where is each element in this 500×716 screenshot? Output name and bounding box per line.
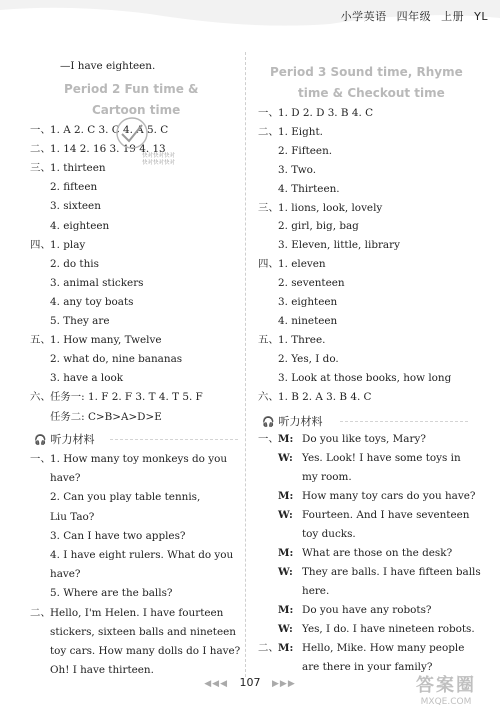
- answer-text: 任务二: C>B>A>D>E: [50, 410, 162, 423]
- answer-text: 3. Look at those books, how long: [278, 371, 452, 384]
- answer-text: 1. lions, look, lovely: [278, 201, 383, 214]
- answer-text: 1. play: [50, 238, 86, 251]
- answer-text: Yes. Look! I have some toys in: [302, 452, 461, 464]
- left-listening-rule: [110, 439, 238, 440]
- answer-text: 4. nineteen: [278, 314, 338, 327]
- answer-text: 4. I have eight rulers. What do you: [50, 549, 234, 561]
- question-number: 六、: [258, 390, 279, 403]
- answer-text: Hello, Mike. How many people: [302, 642, 465, 654]
- answer-text: 2. Fifteen.: [278, 144, 333, 157]
- answer-text: 2. seventeen: [278, 277, 345, 290]
- answer-text: 1. thirteen: [50, 162, 106, 175]
- answer-text: Do you have any robots?: [302, 604, 432, 616]
- answer-text: Do you like toys, Mary?: [302, 433, 426, 445]
- answer-text: Fourteen. And I have seventeen: [302, 509, 470, 521]
- answer-text: How many toy cars do you have?: [302, 490, 476, 502]
- header-grade: 四年级: [396, 10, 432, 23]
- answer-text: 1. B 2. A 3. B 4. C: [278, 390, 372, 403]
- answer-text: 1. 14 2. 16 3. 19 4. 13: [50, 143, 166, 156]
- question-number: 二、: [258, 125, 279, 138]
- question-number: 二、: [258, 642, 279, 654]
- answer-text: 2. Can you play table tennis,: [50, 491, 201, 504]
- answer-text: 2. fifteen: [50, 181, 98, 194]
- answer-text: 1. How many, Twelve: [50, 334, 162, 347]
- right-listening-label: 听力材料: [278, 415, 323, 428]
- answer-text: 5. Where are the balls?: [50, 587, 173, 600]
- answer-text: 1. eleven: [278, 258, 326, 271]
- answer-text: have?: [50, 472, 81, 485]
- answer-text: 2. Yes, I do.: [278, 352, 339, 365]
- speaker-label: M:: [278, 642, 294, 654]
- answer-text: here.: [302, 585, 330, 597]
- watermark-title: 答案圈: [416, 675, 476, 696]
- answer-text: They are balls. I have fifteen balls: [302, 566, 481, 578]
- header-text: [335, 8, 488, 24]
- column-divider: [245, 52, 246, 677]
- header-bar: [0, 0, 500, 28]
- watermark-domain: MXQE.COM: [420, 697, 472, 707]
- answer-text: 4. eighteen: [50, 219, 110, 232]
- question-number: 三、: [30, 162, 51, 175]
- headphones-icon: 🎧: [34, 435, 47, 446]
- question-number: 一、: [258, 433, 279, 445]
- headphones-icon: 🎧: [262, 417, 275, 428]
- answer-text: Oh! I have thirteen.: [50, 664, 154, 677]
- page-number: 107: [239, 676, 261, 689]
- header-term: 上册: [441, 10, 465, 23]
- right-period-title-2: time & Checkout time: [298, 86, 445, 100]
- question-number: 一、: [30, 124, 51, 136]
- answer-text: Hello, I'm Helen. I have fourteen: [50, 606, 224, 619]
- speaker-label: M:: [278, 433, 294, 445]
- speaker-label: M:: [278, 490, 294, 502]
- right-listening-tag: [262, 413, 322, 429]
- question-number: 二、: [30, 143, 51, 156]
- answer-text: 1. D 2. D 3. B 4. C: [278, 107, 374, 119]
- kuaidui-stamp-text: [142, 153, 175, 167]
- speaker-label: W:: [278, 566, 293, 578]
- answer-text: 3. eighteen: [278, 296, 338, 308]
- question-number: 六、: [30, 391, 51, 404]
- left-listening-tag: [34, 431, 94, 447]
- answer-text: 3. Eleven, little, library: [278, 239, 400, 252]
- speaker-label: W:: [278, 509, 293, 521]
- answer-text: 3. Can I have two apples?: [50, 529, 186, 542]
- left-period-title-2: Cartoon time: [92, 103, 181, 117]
- answer-text: my room.: [302, 471, 352, 483]
- question-number: 一、: [258, 107, 279, 119]
- answer-text: are there in your family?: [302, 661, 433, 673]
- question-number: 五、: [30, 334, 51, 347]
- left-period-title-1: Period 2 Fun time &: [64, 82, 199, 96]
- answer-text: toy cars. How many dolls do I have?: [50, 645, 241, 657]
- answer-text: 1. Three.: [278, 333, 326, 346]
- answer-text: 2. what do, nine bananas: [50, 353, 183, 366]
- speaker-label: M:: [278, 547, 294, 559]
- footer-arrows-left: ◀◀◀: [204, 679, 228, 689]
- answer-text: What are those on the desk?: [302, 547, 453, 559]
- question-number: 四、: [258, 258, 279, 271]
- speaker-label: W:: [278, 452, 293, 464]
- left-listening-label: 听力材料: [50, 433, 95, 446]
- question-number: 二、: [30, 606, 51, 619]
- answer-text: 2. girl, big, bag: [278, 220, 359, 233]
- question-number: 三、: [258, 201, 279, 214]
- left-top-line: —I have eighteen.: [60, 60, 156, 72]
- speaker-label: W:: [278, 623, 293, 635]
- answer-text: Liu Tao?: [50, 510, 95, 523]
- question-number: 五、: [258, 333, 279, 346]
- kuaidui-stamp: [112, 113, 176, 167]
- answer-text: have?: [50, 568, 81, 581]
- right-period-title-1: Period 3 Sound time, Rhyme: [270, 65, 463, 79]
- kuaidui-stamp-line1: 快对快对快对: [142, 153, 176, 159]
- answer-text: 1. Eight.: [278, 125, 323, 138]
- header-edition: YL: [474, 10, 488, 23]
- answer-text: 3. Two.: [278, 163, 317, 176]
- footer-arrows-right: ▶▶▶: [272, 679, 296, 689]
- site-watermark: [400, 676, 492, 712]
- speaker-label: M:: [278, 604, 294, 616]
- answer-text: Yes, I do. I have nineteen robots.: [302, 623, 475, 635]
- answer-text: 3. sixteen: [50, 200, 101, 213]
- kuaidui-stamp-icon: [112, 113, 152, 153]
- answer-text: 5. They are: [50, 315, 110, 327]
- answer-text: 4. any toy boats: [50, 295, 134, 308]
- answer-text: 3. have a look: [50, 372, 124, 385]
- question-number: 四、: [30, 238, 51, 251]
- answer-text: 1. A 2. C 3. C 4. A 5. C: [50, 124, 169, 136]
- answer-text: stickers, sixteen balls and nineteen: [50, 625, 236, 638]
- answer-text: 任务一: 1. F 2. F 3. T 4. T 5. F: [50, 391, 203, 404]
- answer-text: 4. Thirteen.: [278, 182, 340, 195]
- answer-text: toy ducks.: [302, 528, 356, 540]
- question-number: 一、: [30, 453, 51, 465]
- answer-text: 1. How many toy monkeys do you: [50, 453, 228, 465]
- right-listening-rule: [340, 421, 468, 422]
- header-subject: 小学英语: [340, 10, 387, 23]
- answer-text: 3. animal stickers: [50, 276, 144, 289]
- answer-text: 2. do this: [50, 257, 99, 270]
- kuaidui-stamp-line2: 快对快对快对: [142, 160, 176, 166]
